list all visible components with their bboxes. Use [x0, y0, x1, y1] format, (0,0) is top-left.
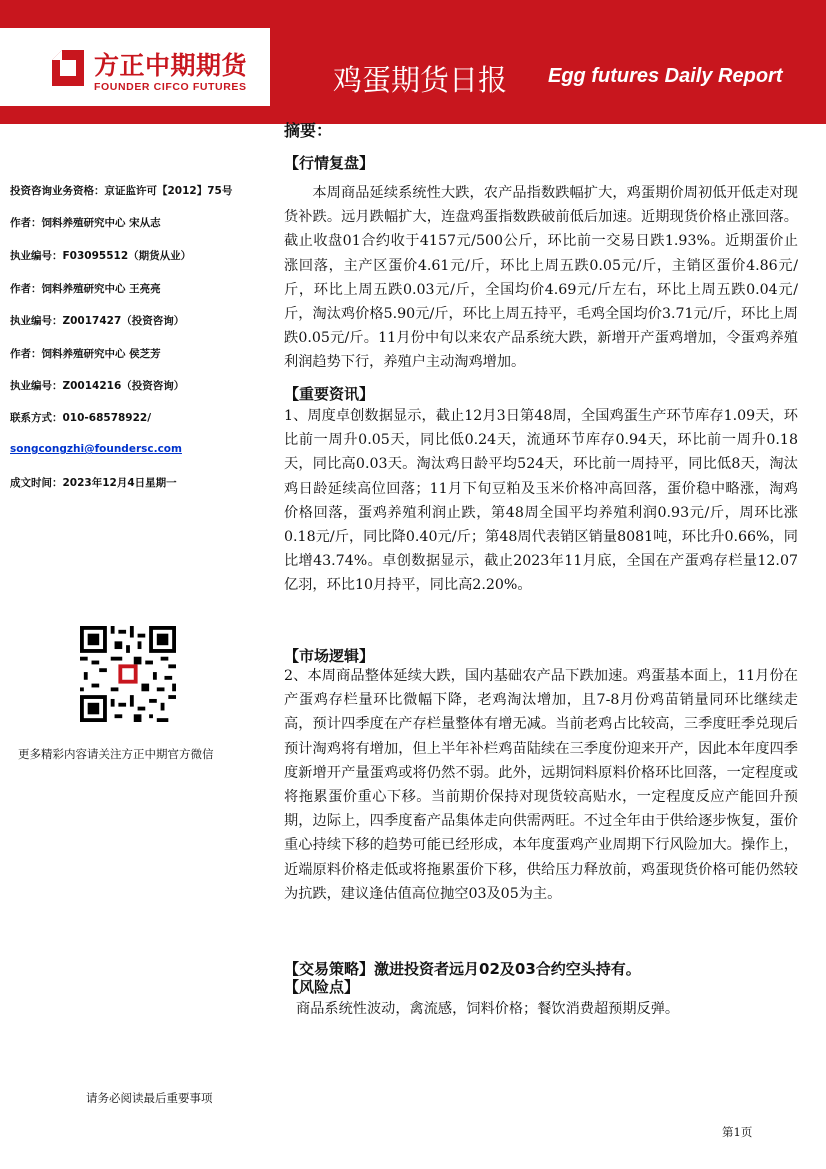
publish-date: 成文时间：2023年12月4日星期一 — [10, 477, 177, 489]
section-head-news: 【重要资讯】 — [284, 385, 375, 403]
wechat-follow-note: 更多精彩内容请关注方正中期官方微信 — [18, 747, 214, 761]
logo-text-en: FOUNDER CIFCO FUTURES — [94, 81, 247, 93]
contact-phone: 联系方式：010-68578922/ — [10, 412, 152, 424]
founder-logo-icon — [48, 48, 88, 88]
abstract-title: 摘要： — [284, 121, 333, 140]
author-1: 作者：饲料养殖研究中心 宋从志 — [10, 217, 161, 229]
author-3-id: 执业编号：Z0014216（投资咨询） — [10, 380, 185, 392]
news-text: 1、周度卓创数据显示，截止12月3日第48周，全国鸡蛋生产环节库存1.09天，环比前一周升0.05天，同比低0.24天，流通环节库存0.94天，环比前一周升0.18天，同比高0.03天。淘汰鸡日龄平均524天，环比前一周持平，同比低8天，淘汰鸡日龄延续高位回落；11月下旬豆粕及玉米价格冲高回落，蛋价稳中略涨，淘鸡价格回落，蛋鸡养殖利润止跌，第48周全国平均养殖利润0.93元/斤，周环比涨0.18元/斤，同比降0.40元/斤；第48周代表销区销量8081吨，环比升0.66%，同比增43.74%。卓创数据显示，截止2023年11月底，全国在产蛋鸡存栏量12.07亿羽，环比10月持平，同比高2.20%。 — [284, 408, 798, 594]
section-head-logic: 【市场逻辑】 — [284, 647, 375, 665]
market-review-text: 本周商品延续系统性大跌，农产品指数跌幅扩大，鸡蛋期价周初低开低走对现货补跌。远月跌幅扩大，连盘鸡蛋指数跌破前低后加速。近期现货价格止涨回落。截止收盘01合约收于4157元/500公斤，环比前一交易日跌1.93%。近期蛋价止涨回落，主产区蛋价4.61元/斤，环比上周五跌0.05元/斤，主销区蛋价4.86元/斤，环比上周五跌0.03元/斤，全国均价4.69元/斤左右，环比上周五跌0.04元/斤，淘汰鸡价格5.90元/斤，环比上周五持平，毛鸡全国均价3.71元/斤，环比上周跌0.05元/斤。11月份中旬以来农产品系统大跌，新增开产蛋鸡增加，令蛋鸡养殖利润趋势下行，养殖户主动淘鸡增加。 — [284, 185, 798, 371]
report-title-en: Egg futures Daily Report — [548, 65, 783, 87]
section-head-market-review: 【行情复盘】 — [284, 154, 375, 172]
risk-text: 商品系统性波动，禽流感，饲料价格；餐饮消费超预期反弹。 — [296, 1001, 680, 1017]
author-3: 作者：饲料养殖研究中心 侯芝芳 — [10, 348, 161, 360]
disclaimer-note: 请务必阅读最后重要事项 — [86, 1091, 213, 1105]
page-number: 第1页 — [722, 1125, 753, 1139]
report-title-cn: 鸡蛋期货日报 — [333, 63, 508, 97]
logo — [0, 28, 270, 106]
logo-text-cn: 方正中期期货 — [94, 51, 248, 80]
qualification: 投资咨询业务资格：京证监许可【2012】75号 — [10, 185, 233, 197]
header-banner — [0, 0, 826, 124]
author-2-id: 执业编号：Z0017427（投资咨询） — [10, 315, 185, 327]
contact-email-link[interactable]: songcongzhi@foundersc.com — [10, 443, 182, 455]
logic-text: 2、本周商品整体延续大跌，国内基础农产品下跌加速。鸡蛋基本面上，11月份在产蛋鸡存栏量环比微幅下降，老鸡淘汰增加，且7-8月份鸡苗销量同环比继续走高，预计四季度在产存栏量整体有增无减。当前老鸡占比较高，三季度旺季兑现后预计淘鸡将有增加，但上半年补栏鸡苗陆续在三季度份迎来开产，因此本年度四季度新增开产量蛋鸡或将仍然不弱。此外，远期饲料原料价格环比回落，一定程度或将拖累蛋价重心下移。当前期价保持对现货较高贴水，一定程度反应产能回升预期，边际上，四季度畜产品集体走向供需两旺。不过全年由于供给逐步恢复，蛋价重心持续下移的趋势可能已经形成，本年度蛋鸡产业周期下行风险加大。操作上，近端原料价格走低或将拖累蛋价下移，供给压力释放前，鸡蛋现货价格可能仍然较为抗跌，建议逢估值高位抛空03及05为主。 — [284, 668, 798, 902]
author-2: 作者：饲料养殖研究中心 王亮亮 — [10, 283, 161, 295]
wechat-qr-code-icon — [80, 626, 176, 722]
section-head-strategy: 【交易策略】激进投资者远月02及03合约空头持有。 — [284, 960, 641, 978]
author-1-id: 执业编号：F03095512（期货从业） — [10, 250, 192, 262]
section-head-risk: 【风险点】 — [284, 978, 360, 996]
